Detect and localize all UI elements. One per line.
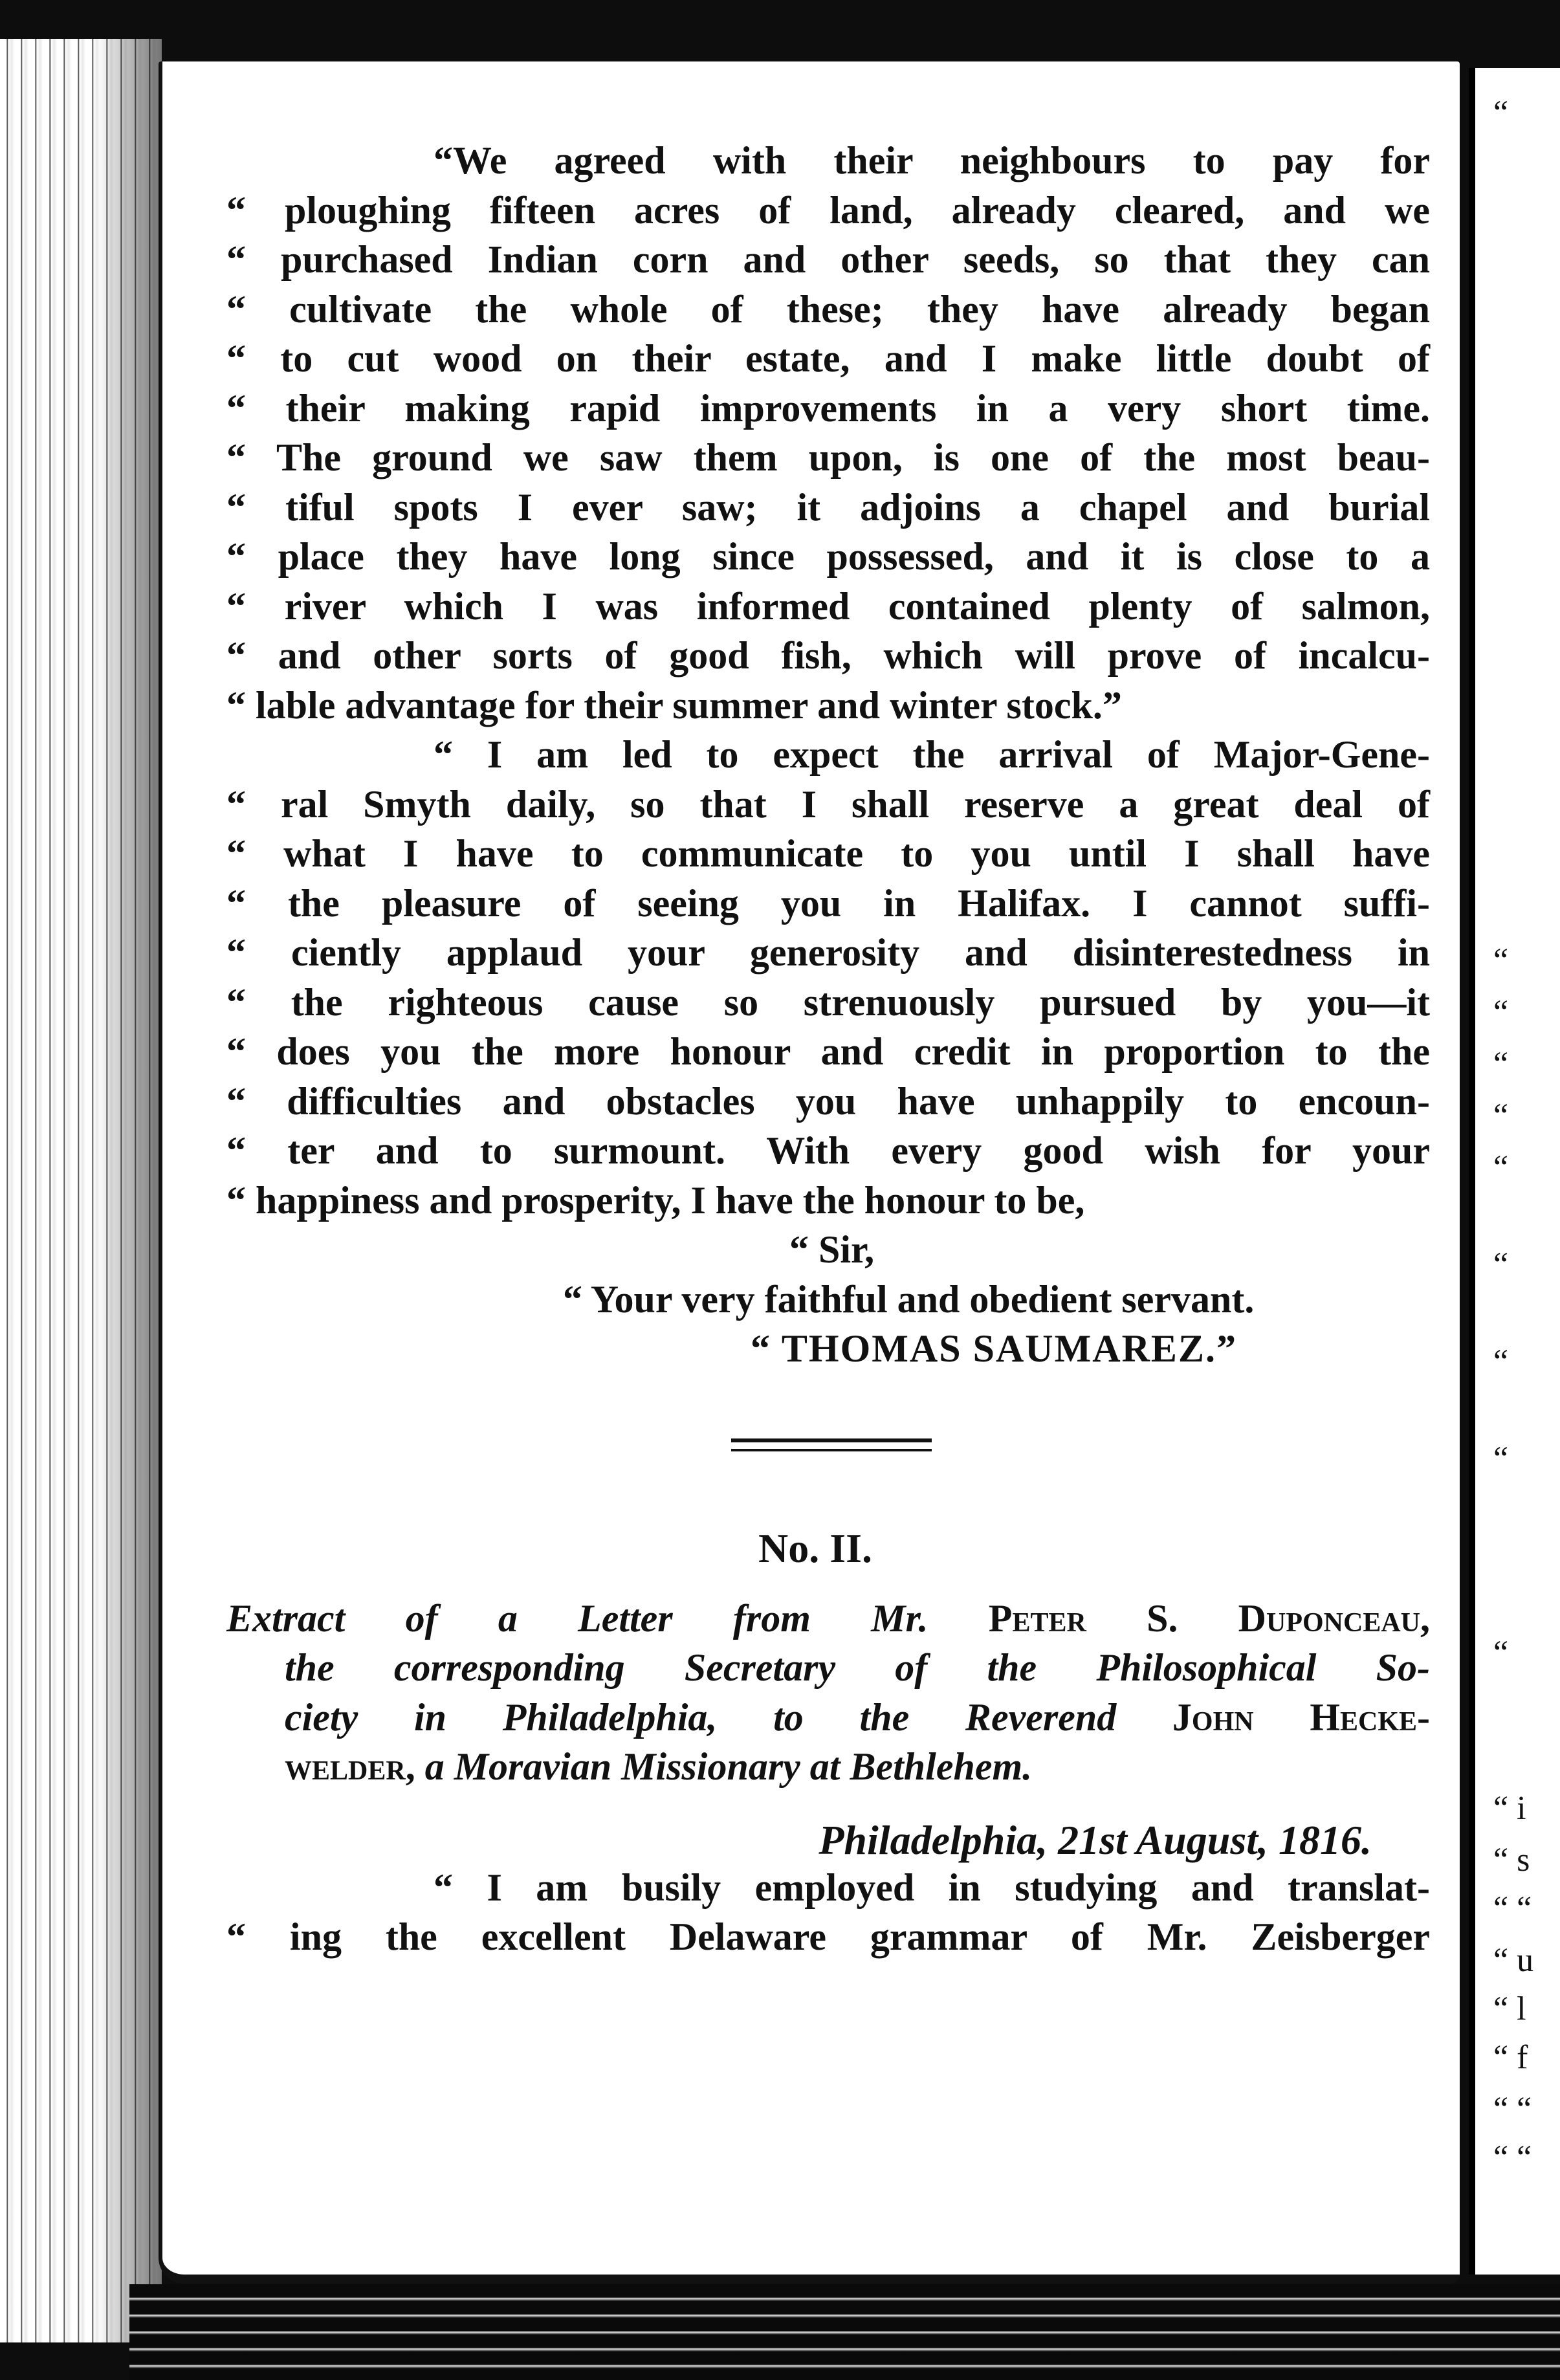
letter-body xyxy=(226,136,1430,1374)
closing: “ Your very faithful and obedient servant. xyxy=(563,1277,1255,1321)
recipient-name: John Hecke- xyxy=(1172,1695,1430,1739)
text-line: “We agreed with their neighbours to pay for xyxy=(434,139,1430,182)
bottom-page-edges xyxy=(129,2284,1560,2380)
text-line: “ ral Smyth daily, so that I shall reserve a great deal of xyxy=(226,782,1430,826)
author-name: Peter S. Duponceau, xyxy=(988,1596,1431,1640)
extract-text: a Moravian Missionary at Bethlehem. xyxy=(415,1745,1033,1788)
facing-page-mark: “ s xyxy=(1493,1842,1530,1879)
text-line: “ to cut wood on their estate, and I make little doubt of xyxy=(226,337,1430,380)
text-line: “ tiful spots I ever saw; it adjoins a chapel and burial xyxy=(226,485,1430,529)
facing-page-mark: “ “ xyxy=(1493,1890,1532,1927)
text-line: “ ploughing fifteen acres of land, already cleared, and we xyxy=(226,188,1430,232)
facing-page-mark: “ xyxy=(1493,942,1509,979)
facing-page-mark: “ xyxy=(1493,1097,1509,1134)
recipient-name: welder, xyxy=(285,1745,415,1788)
facing-page xyxy=(1469,68,1560,2275)
extract-line: the corresponding Secretary of the Philosophical So- xyxy=(285,1646,1430,1689)
text-line: “ cultivate the whole of these; they have already began xyxy=(226,287,1430,331)
text-line: “ the pleasure of seeing you in Halifax. I cannot suffi- xyxy=(226,881,1430,925)
text-line: “ purchased Indian corn and other seeds, so that they can xyxy=(226,238,1430,281)
extract-line xyxy=(226,1693,1430,1743)
text-line: “ ter and to surmount. With every good wish for your xyxy=(226,1129,1430,1172)
facing-page-mark: “ f xyxy=(1493,2039,1528,2076)
extract-heading xyxy=(226,1594,1430,1792)
section-number: No. II. xyxy=(758,1525,873,1571)
text-line: “ The ground we saw them upon, is one of the most beau- xyxy=(226,436,1430,479)
facing-page-mark: “ l xyxy=(1493,1990,1526,2027)
facing-page-mark: “ xyxy=(1493,1246,1509,1283)
salutation: “ Sir, xyxy=(789,1228,875,1271)
facing-page-mark: “ xyxy=(1493,1440,1509,1477)
divider-rule xyxy=(731,1449,932,1451)
text-line: “ the righteous cause so strenuously pursued by you—it xyxy=(226,980,1430,1024)
facing-page-mark: “ “ xyxy=(1493,2091,1532,2128)
signature: “ THOMAS SAUMAREZ.” xyxy=(751,1327,1237,1370)
text-line: “ lable advantage for their summer and winter stock.” xyxy=(226,683,1122,727)
facing-page-mark: “ i xyxy=(1493,1790,1526,1827)
facing-page-mark: “ xyxy=(1493,1149,1509,1186)
facing-page-mark: “ “ xyxy=(1493,2139,1532,2176)
facing-page-mark: “ u xyxy=(1493,1942,1534,1979)
text-line: “ ing the excellent Delaware grammar of Mr. Zeisberger xyxy=(226,1915,1430,1958)
page-text xyxy=(226,136,1430,1962)
letter-two-body xyxy=(226,1863,1430,1962)
text-line: “ happiness and prosperity, I have the honour to be, xyxy=(226,1178,1085,1222)
text-line: “ place they have long since possessed, and it is close to a xyxy=(226,535,1430,578)
facing-page-mark: “ xyxy=(1493,1343,1509,1380)
facing-page-mark: “ xyxy=(1493,1635,1509,1671)
text-line: “ difficulties and obstacles you have unhappily to encoun- xyxy=(226,1079,1430,1123)
facing-page-mark: “ xyxy=(1493,1046,1509,1083)
text-line: “ river which I was informed contained plenty of salmon, xyxy=(226,584,1430,628)
text-line: “ their making rapid improvements in a very short time. xyxy=(226,386,1430,430)
extract-text: Extract of a Letter from Mr. xyxy=(226,1596,989,1640)
text-line: “ I am led to expect the arrival of Major-Gene- xyxy=(434,733,1430,776)
extract-text: ciety in Philadelphia, to the Reverend xyxy=(285,1695,1172,1739)
text-line: “ ciently applaud your generosity and disinterestedness in xyxy=(226,931,1430,974)
text-line: “ and other sorts of good fish, which will prove of incalcu- xyxy=(226,634,1430,677)
extract-line xyxy=(226,1594,1430,1644)
text-line: “ what I have to communicate to you until I shall have xyxy=(226,832,1430,875)
dateline: Philadelphia, 21st August, 1816. xyxy=(818,1816,1372,1863)
facing-page-mark: “ xyxy=(1493,94,1509,131)
divider-rule xyxy=(731,1438,932,1442)
text-line: “ does you the more honour and credit in proportion to the xyxy=(226,1030,1430,1073)
facing-page-mark: “ xyxy=(1493,994,1509,1031)
text-line: “ I am busily employed in studying and translat- xyxy=(434,1866,1430,1909)
section-divider xyxy=(226,1374,1430,1503)
extract-line xyxy=(226,1742,1430,1792)
gutter-shadow xyxy=(97,39,162,2342)
